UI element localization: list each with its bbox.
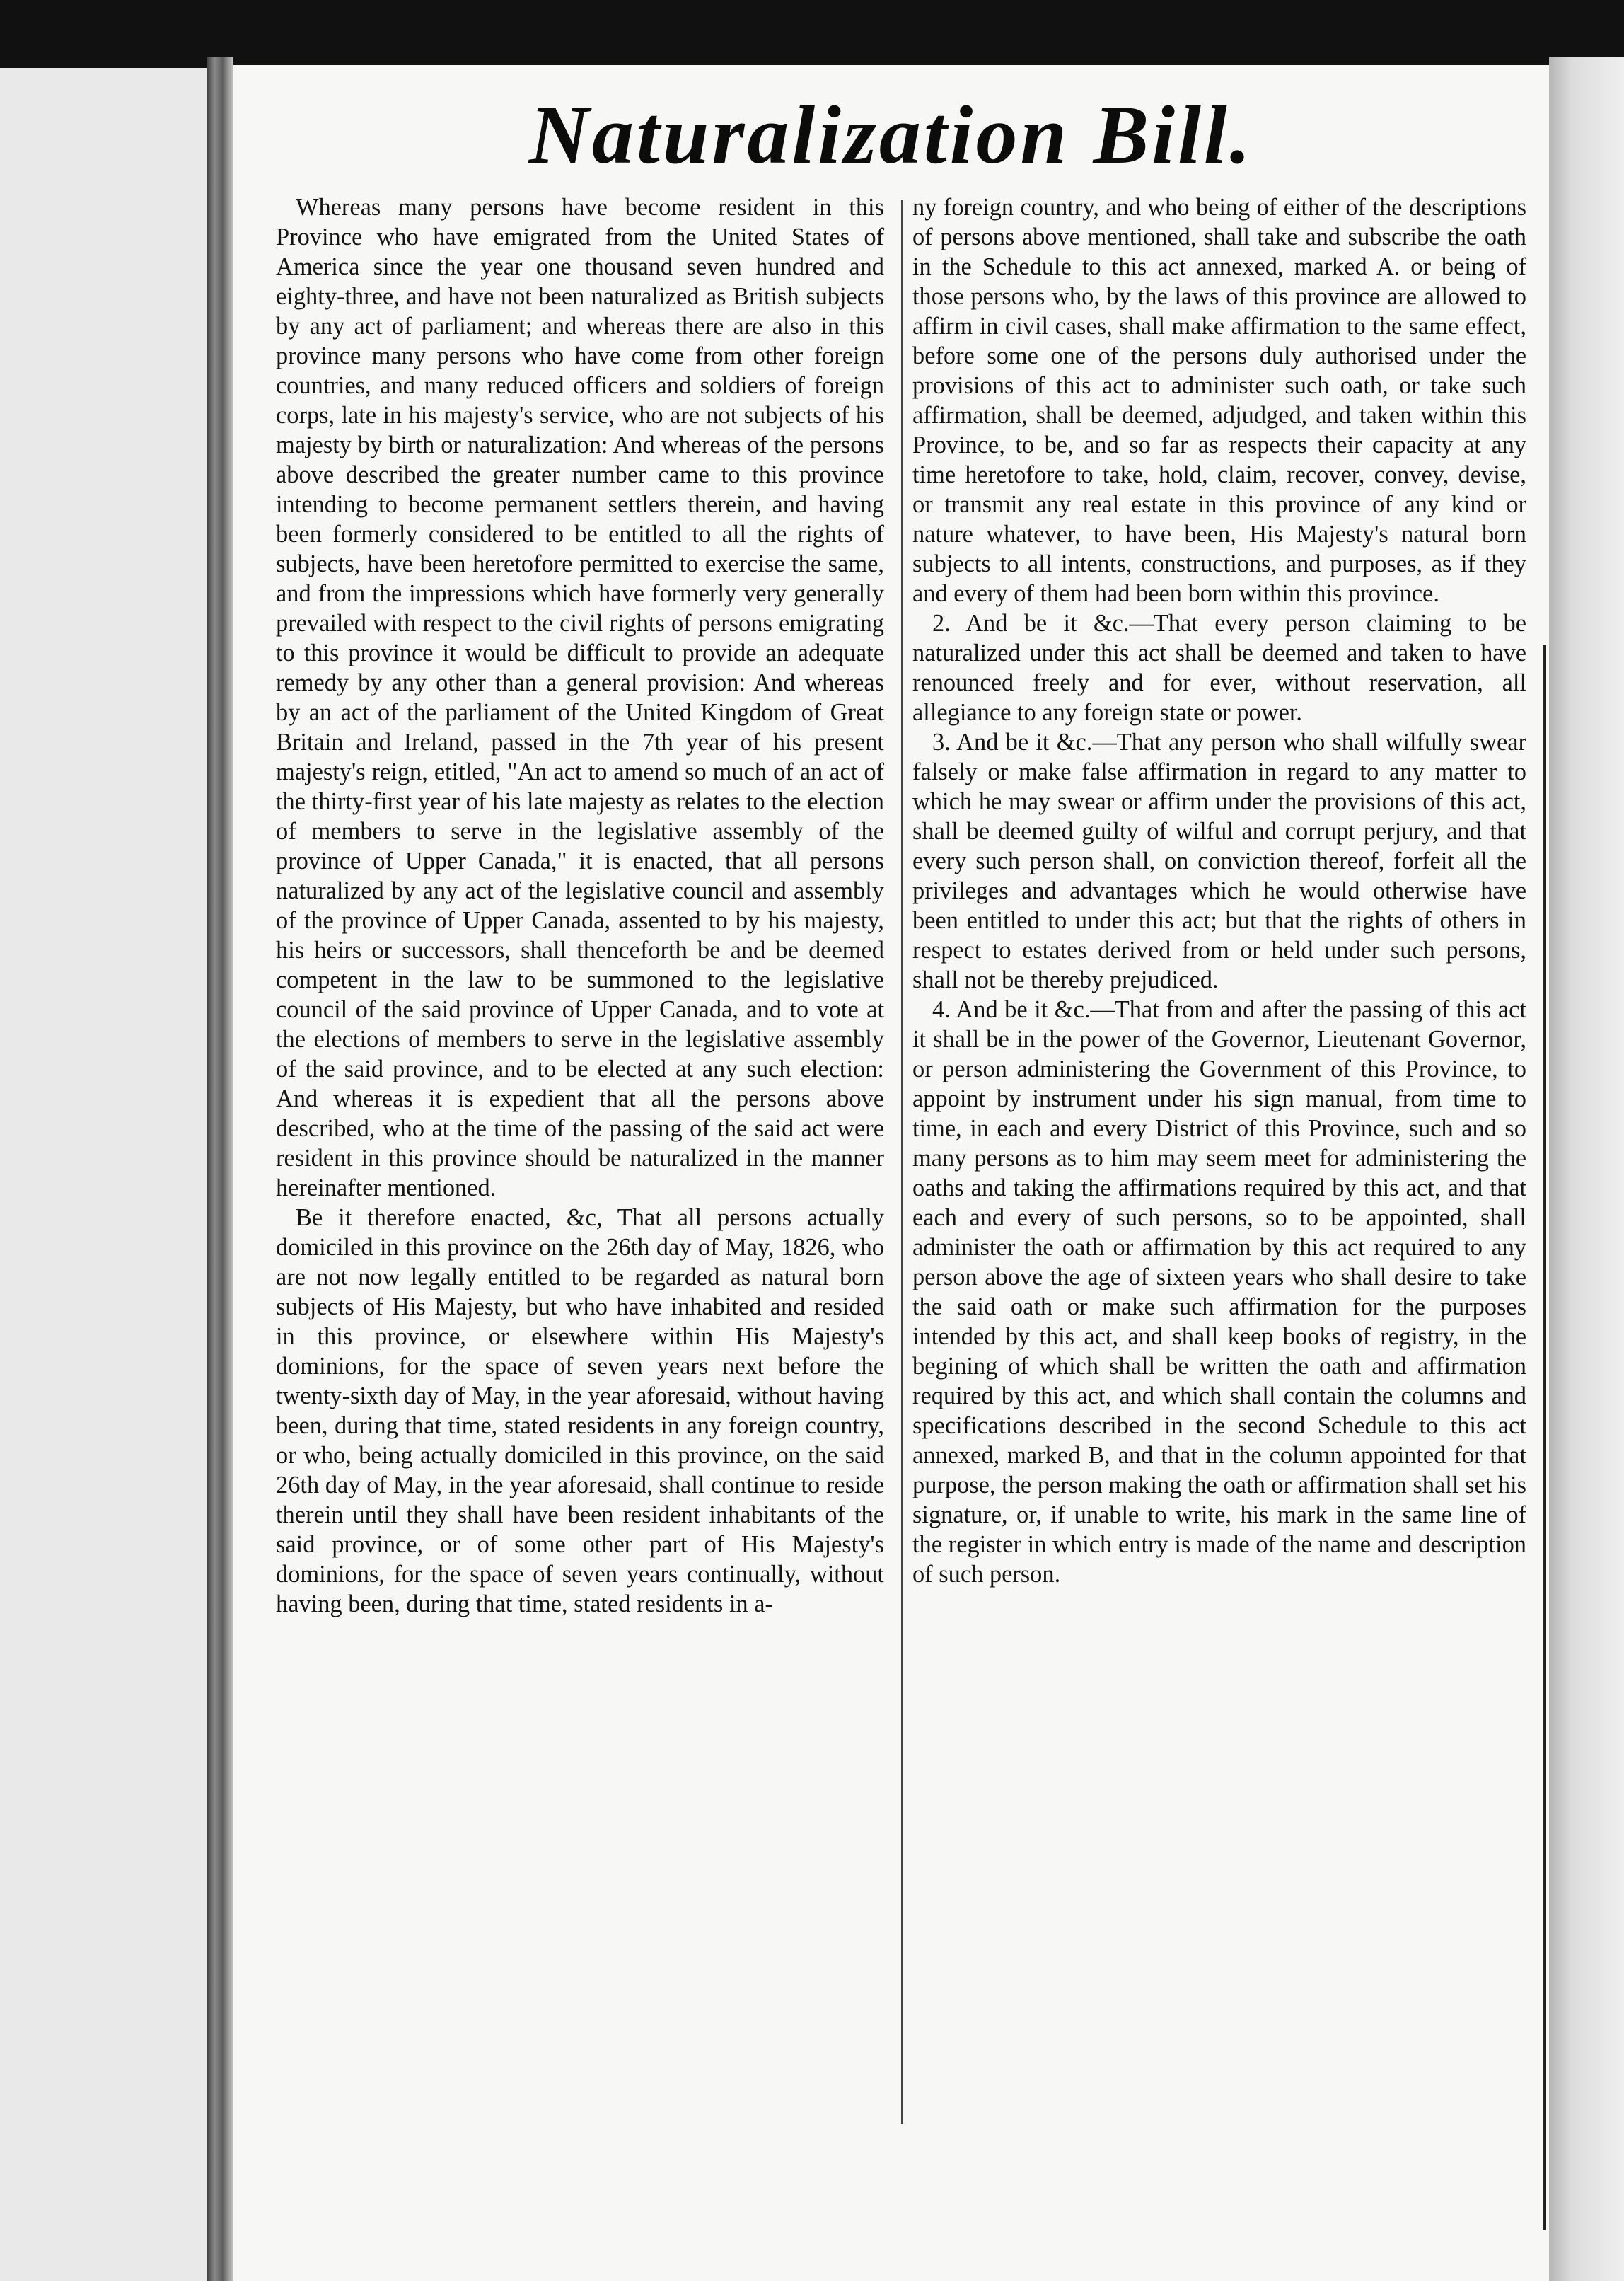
paragraph-section-1: Be it therefore enacted, &c, That all persons actually domiciled in this province on the 26th day of May, 1826, who are not now legally entitled to be regarded as natural born subjects of His Majesty, but who have inhabited and resided in this province, or elsewhere within His Majesty's dominions, for the space of seven years next before the twenty-sixth day of May, in the year aforesaid, without having been, during that time, stated residents in any foreign country, or who, being actually domiciled in this province, on the said 26th day of May, in the year aforesaid, shall continue to reside therein until they shall have been resident inhabitants of the said province, or of some other part of His Majesty's dominions, for the space of seven years continually, without having been, during that time, stated residents in a- — [276, 1204, 884, 1617]
page-stack-edge — [1549, 57, 1624, 2281]
left-column — [276, 192, 884, 1619]
paragraph-section-4: 4. And be it &c.—That from and after the passing of this act it shall be in the power of the Governor, Lieutenant Governor, or person administering the Government of this Province, to appoint by instrument under his sign manual, from time to time, in each and every District of this Province, such and so many persons as to him may seem meet for administering the oaths and taking the affirmations required by this act, and that each and every of such persons, so to be appointed, shall administer the oath or affirmation by this act required to any person above the age of sixteen years who shall desire to take the said oath or make such affirmation for the purposes intended by this act, and shall keep books of registry, in the begining of which shall be written the oath and affirmation required by this act, and which shall contain the columns and specifications described in the second Schedule to this act annexed, marked B, and that in the column appointed for that purpose, the person making the oath or affirmation shall set his signature, or, if unable to write, his mark in the same line of the register in which entry is made of the name and description of such person. — [912, 996, 1526, 1588]
paragraph-section-3: 3. And be it &c.—That any person who shall wilfully swear falsely or make false affirmation in regard to any matter to which he may swear or affirm under the provisions of this act, shall be deemed guilty of wilful and corrupt perjury, and that every such person shall, on conviction thereof, forfeit all the privileges and advantages which he would otherwise have been entitled to under this act; but that the rights of others in respect to estates derived from or held under such persons, shall not be thereby prejudiced. — [912, 729, 1526, 993]
page-title: Naturalization Bill. — [528, 88, 1254, 181]
facing-page-edge — [0, 68, 215, 2281]
paragraph-preamble: Whereas many persons have become resident in this Province who have emigrated from the United States of America since the year one thousand seven hundred and eighty-three, and have not been naturalized as British subjects by any act of parliament; and whereas there are also in this province many persons who have come from other foreign countries, and many reduced officers and soldiers of foreign corps, late in his majesty's service, who are not subjects of his majesty by birth or naturalization: And whereas of the persons above described the greater number came to this province intending to become permanent settlers therein, and having been formerly considered to be entitled to all the rights of subjects, have been heretofore permitted to exercise the same, and from the impressions which have formerly very generally prevailed with respect to the civil rights of persons emigrating to this province it would be difficult to provide an adequate remedy by any other than a general provision: And whereas by an act of the parliament of the United Kingdom of Great Britain and Ireland, passed in the 7th year of his present majesty's reign, etitled, "An act to amend so much of an act of the thirty-first year of his late majesty as relates to the election of members to serve in the legislative assembly of the province of Upper Canada," it is enacted, that all persons naturalized by any act of the legislative council and assembly of the province of Upper Canada, assented to by his majesty, his heirs or successors, shall thenceforth be and be deemed competent in the law to be summoned to the legislative council of the said province of Upper Canada, and to vote at the elections of members to serve in the legislative assembly of the said province, and to be elected at any such election: And whereas it is expedient that all the persons above described, who at the time of the passing of the said act were resident in this province should be naturalized in the manner hereinafter mentioned. — [276, 194, 884, 1201]
margin-rule — [1543, 645, 1546, 2230]
book-gutter — [207, 57, 233, 2281]
column-divider — [901, 200, 903, 2124]
paragraph-section-2: 2. And be it &c.—That every person claiming to be naturalized under this act shall be deemed and taken to have renounced freely and for ever, without reservation, all allegiance to any foreign state or power. — [912, 610, 1526, 726]
right-column — [912, 192, 1526, 1589]
paragraph-section-1-cont: ny foreign country, and who being of either of the descriptions of persons above mentioned, shall take and subscribe the oath in the Schedule to this act annexed, marked A. or being of those persons who, by the laws of this province are allowed to affirm in civil cases, shall make affirmation to the same effect, before some one of the persons duly authorised under the provisions of this act to administer such oath, or take such affirmation, shall be deemed, adjudged, and taken within this Province, to be, and so far as respects their capacity at any time heretofore to take, hold, claim, recover, convey, devise, or transmit any real estate in this province of any kind or nature whatever, to have been, His Majesty's natural born subjects to all intents, constructions, and purposes, as if they and every of them had been born within this province. — [912, 194, 1526, 607]
document-page — [233, 65, 1549, 2281]
